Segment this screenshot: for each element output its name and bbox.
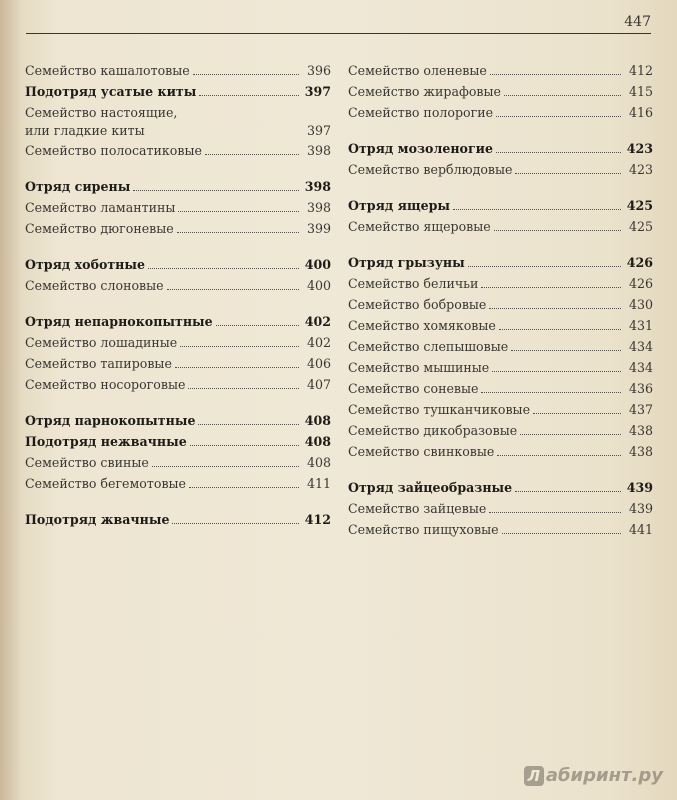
- leader-dots: [193, 73, 299, 75]
- toc-entry[interactable]: [25, 140, 331, 161]
- toc-entry[interactable]: [348, 294, 653, 315]
- toc-entry-label: Семейство слоновые: [25, 278, 164, 293]
- toc-entry-page: 398: [306, 143, 331, 158]
- toc-entry[interactable]: [25, 197, 331, 218]
- toc-entry-label: Отряд мозоленогие: [348, 141, 494, 156]
- watermark-badge: Л: [524, 766, 544, 786]
- toc-entry[interactable]: [348, 336, 653, 357]
- toc-entry-label: Отряд сирены: [25, 179, 131, 194]
- toc-entry-label: Отряд зайцеобразные: [348, 480, 513, 495]
- toc-entry-label: Семейство беличьи: [348, 276, 479, 291]
- toc-entry[interactable]: [348, 273, 653, 294]
- toc-entry[interactable]: [25, 332, 331, 353]
- toc-section-heading[interactable]: [25, 431, 331, 452]
- leader-dots: [504, 94, 621, 96]
- toc-entry-page: 415: [628, 84, 653, 99]
- toc-entry-page: 402: [304, 314, 331, 329]
- toc-entry-label: Семейство полорогие: [348, 105, 494, 120]
- toc-entry-label: Отряд хоботные: [25, 257, 146, 272]
- leader-dots: [180, 345, 299, 347]
- leader-dots: [481, 391, 621, 393]
- leader-dots: [172, 522, 299, 524]
- toc-section-heading[interactable]: [25, 509, 331, 530]
- section-gap: [25, 296, 331, 311]
- toc-entry[interactable]: [348, 441, 653, 462]
- toc-section-heading[interactable]: [348, 252, 653, 273]
- leader-dots: [148, 267, 299, 269]
- toc-entry-page: 437: [628, 402, 653, 417]
- toc-section-heading[interactable]: [25, 81, 331, 102]
- toc-section-heading[interactable]: [25, 410, 331, 431]
- toc-entry-label: Семейство дикобразовые: [348, 423, 518, 438]
- toc-entry-label: Семейство верблюдовые: [348, 162, 513, 177]
- toc-section-heading[interactable]: [25, 254, 331, 275]
- toc-entry[interactable]: [348, 315, 653, 336]
- toc-entry-label: Семейство дюгоневые: [25, 221, 174, 236]
- toc-entry-page: 434: [628, 360, 653, 375]
- toc-entry[interactable]: [348, 159, 653, 180]
- leader-dots: [489, 307, 621, 309]
- toc-entry-page: 397: [306, 123, 331, 138]
- toc-entry-page: 408: [306, 455, 331, 470]
- section-gap: [348, 180, 653, 195]
- toc-entry[interactable]: [348, 399, 653, 420]
- toc-entry-label: Семейство кашалотовые: [25, 63, 190, 78]
- toc-entry-label: Семейство мышиные: [348, 360, 490, 375]
- toc-section-heading[interactable]: [348, 477, 653, 498]
- toc-entry-page: 430: [628, 297, 653, 312]
- section-gap: [348, 462, 653, 477]
- toc-entry-label: Семейство оленевые: [348, 63, 487, 78]
- toc-entry-page: 426: [626, 255, 653, 270]
- toc-entry-label: Семейство слепышовые: [348, 339, 509, 354]
- watermark: [524, 765, 663, 786]
- toc-entry-page: 402: [306, 335, 331, 350]
- leader-dots: [188, 387, 299, 389]
- leader-dots: [453, 208, 621, 210]
- leader-dots: [189, 486, 299, 488]
- toc-right-column: [348, 60, 653, 540]
- leader-dots: [496, 151, 621, 153]
- toc-entry-page: 436: [628, 381, 653, 396]
- section-gap: [25, 395, 331, 410]
- toc-entry-label: Семейство соневые: [348, 381, 479, 396]
- toc-entry-label-line1: Семейство настоящие,: [25, 105, 178, 120]
- toc-entry-label: Семейство зайцевые: [348, 501, 487, 516]
- toc-entry-page: 439: [628, 501, 653, 516]
- toc-entry-label: Семейство тапировые: [25, 356, 172, 371]
- toc-section-heading[interactable]: [348, 138, 653, 159]
- leader-dots: [492, 370, 621, 372]
- toc-entry-page: 398: [304, 179, 331, 194]
- leader-dots: [481, 286, 621, 288]
- toc-entry-page: 399: [306, 221, 331, 236]
- toc-entry-page: 406: [306, 356, 331, 371]
- toc-entry-label: Семейство лошадиные: [25, 335, 178, 350]
- toc-entry-page: 425: [628, 219, 653, 234]
- toc-entry-page: 411: [306, 476, 331, 491]
- leader-dots: [178, 210, 299, 212]
- leader-dots: [515, 172, 621, 174]
- toc-entry[interactable]: [348, 81, 653, 102]
- toc-entry-label: Семейство тушканчиковые: [348, 402, 531, 417]
- toc-entry[interactable]: [25, 374, 331, 395]
- toc-entry-page: 408: [304, 413, 331, 428]
- toc-entry[interactable]: [25, 104, 331, 140]
- leader-dots: [499, 328, 621, 330]
- leader-dots: [175, 366, 299, 368]
- leader-dots: [199, 94, 299, 96]
- toc-entry-label-line2: или гладкие киты: [25, 123, 145, 138]
- toc-entry[interactable]: [25, 452, 331, 473]
- toc-entry-label: Семейство свинковые: [348, 444, 495, 459]
- toc-entry[interactable]: [348, 519, 653, 540]
- toc-entry[interactable]: [348, 216, 653, 237]
- toc-entry-page: 397: [304, 84, 331, 99]
- leader-dots: [205, 153, 299, 155]
- section-gap: [348, 123, 653, 138]
- leader-dots: [490, 73, 621, 75]
- toc-entry-label: Семейство ламантины: [25, 200, 176, 215]
- toc-entry-label: Отряд непарнокопытные: [25, 314, 213, 329]
- section-gap: [25, 239, 331, 254]
- toc-section-heading[interactable]: [348, 195, 653, 216]
- leader-dots: [511, 349, 621, 351]
- leader-dots: [133, 189, 299, 191]
- toc-entry[interactable]: [25, 275, 331, 296]
- leader-dots: [494, 229, 621, 231]
- section-gap: [25, 161, 331, 176]
- toc-entry-label: Семейство бобровые: [348, 297, 487, 312]
- toc-entry-label: Подотряд усатые киты: [25, 84, 197, 99]
- toc-entry-page: 400: [306, 278, 331, 293]
- leader-dots: [515, 490, 621, 492]
- toc-entry[interactable]: [348, 60, 653, 81]
- toc-section-heading[interactable]: [25, 311, 331, 332]
- leader-dots: [198, 423, 299, 425]
- toc-entry-page: 425: [626, 198, 653, 213]
- leader-dots: [152, 465, 299, 467]
- watermark-text: абиринт.ру: [545, 765, 663, 786]
- toc-entry[interactable]: [348, 102, 653, 123]
- toc-entry-page: 408: [304, 434, 331, 449]
- leader-dots: [177, 231, 299, 233]
- toc-entry-page: 434: [628, 339, 653, 354]
- section-gap: [348, 237, 653, 252]
- toc-entry-page: 438: [628, 423, 653, 438]
- leader-dots: [167, 288, 299, 290]
- toc-entry-page: 400: [304, 257, 331, 272]
- leader-dots: [496, 115, 621, 117]
- toc-entry[interactable]: [25, 218, 331, 239]
- toc-entry[interactable]: [25, 60, 331, 81]
- leader-dots: [468, 265, 621, 267]
- toc-entry-label: Семейство носороговые: [25, 377, 186, 392]
- toc-entry[interactable]: [348, 378, 653, 399]
- toc-entry-page: 431: [628, 318, 653, 333]
- toc-entry-label: Семейство жирафовые: [348, 84, 501, 99]
- toc-entry-page: 412: [304, 512, 331, 527]
- toc-entry-page: 441: [628, 522, 653, 537]
- toc-entry-page: 439: [626, 480, 653, 495]
- toc-entry[interactable]: [348, 420, 653, 441]
- toc-entry-page: 426: [628, 276, 653, 291]
- header-rule: [26, 33, 651, 34]
- leader-dots: [520, 433, 621, 435]
- toc-entry-label: Семейство бегемотовые: [25, 476, 187, 491]
- leader-dots: [502, 532, 621, 534]
- toc-entry-page: 396: [306, 63, 331, 78]
- toc-entry[interactable]: [348, 498, 653, 519]
- toc-left-column: [25, 60, 331, 530]
- toc-section-heading[interactable]: [25, 176, 331, 197]
- leader-dots: [489, 511, 621, 513]
- toc-entry-page: 416: [628, 105, 653, 120]
- toc-entry[interactable]: [348, 357, 653, 378]
- toc-entry-label: Отряд парнокопытные: [25, 413, 196, 428]
- toc-entry-label: Отряд грызуны: [348, 255, 465, 270]
- toc-entry-page: 398: [306, 200, 331, 215]
- leader-dots: [533, 412, 621, 414]
- toc-entry[interactable]: [25, 473, 331, 494]
- toc-entry-label: Подотряд нежвачные: [25, 434, 187, 449]
- page-number: 447: [624, 14, 651, 30]
- toc-entry-label: Отряд ящеры: [348, 198, 451, 213]
- toc-entry-label: Семейство свиные: [25, 455, 149, 470]
- toc-entry-page: 423: [626, 141, 653, 156]
- leader-dots: [497, 454, 621, 456]
- toc-entry-label: Семейство хомяковые: [348, 318, 496, 333]
- toc-entry-label: Семейство пищуховые: [348, 522, 499, 537]
- toc-entry-label: Семейство ящеровые: [348, 219, 491, 234]
- toc-entry-label: Семейство полосатиковые: [25, 143, 202, 158]
- toc-entry-page: 407: [306, 377, 331, 392]
- section-gap: [25, 494, 331, 509]
- toc-entry-page: 412: [628, 63, 653, 78]
- toc-entry[interactable]: [25, 353, 331, 374]
- leader-dots: [216, 324, 299, 326]
- leader-dots: [190, 444, 299, 446]
- toc-entry-page: 438: [628, 444, 653, 459]
- toc-entry-label: Подотряд жвачные: [25, 512, 170, 527]
- toc-entry-page: 423: [628, 162, 653, 177]
